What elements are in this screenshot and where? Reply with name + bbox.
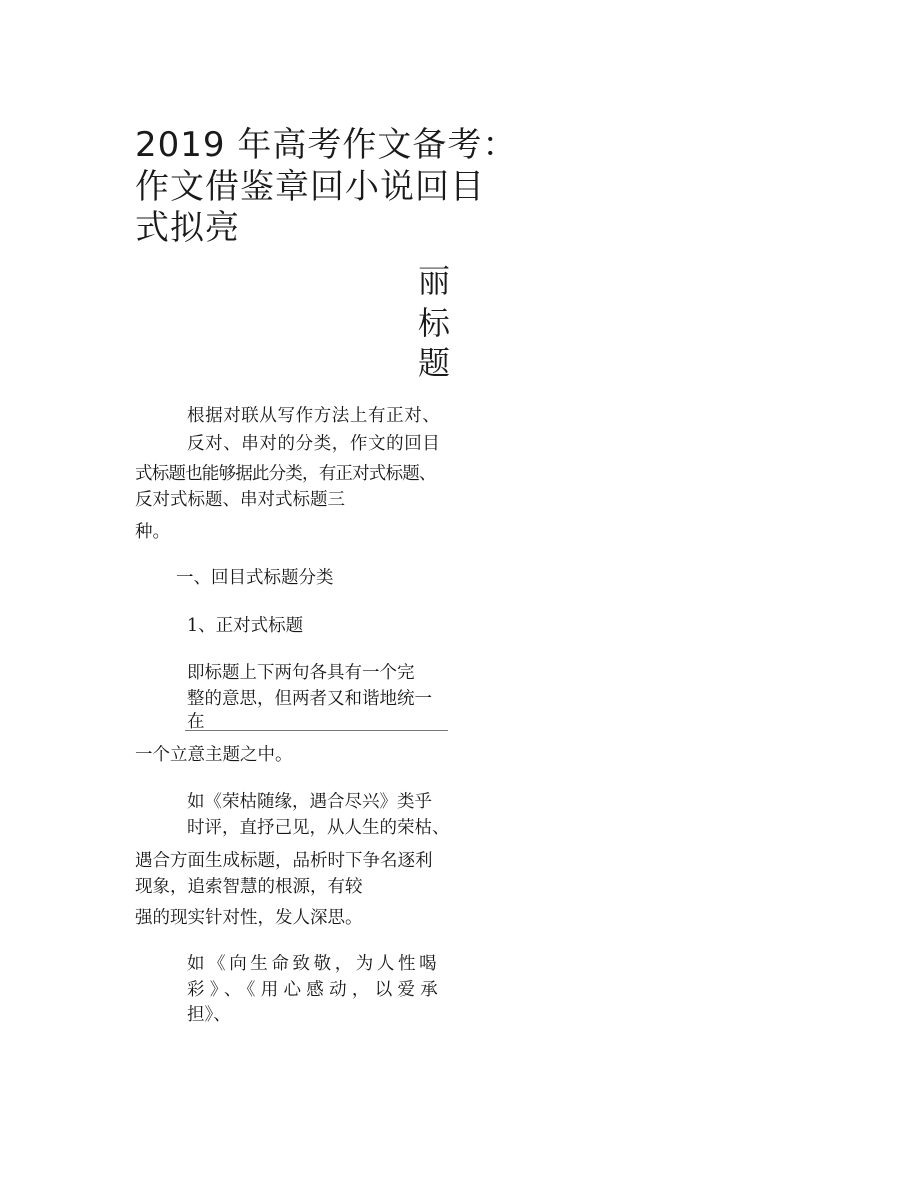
title-vertical-char-3: 题 [418, 344, 451, 382]
paragraph-1-line-3: 式标题也能够据此分类，有正对式标题、 [135, 464, 436, 484]
title-line-2: 作文借鉴章回小说回目 [135, 167, 485, 207]
paragraph-3-line-2: 时评，直抒己见，从人生的荣枯、 [187, 818, 450, 838]
paragraph-3-line-1: 如《荣枯随缘，遇合尽兴》类乎 [187, 792, 432, 812]
horizontal-rule [185, 730, 448, 731]
subsection-heading: 1、正对式标题 [187, 616, 304, 636]
paragraph-1-line-5: 种。 [135, 522, 170, 542]
paragraph-4-line-2: 彩》、《用心感动，以爱承 [187, 980, 444, 1000]
paragraph-3-line-4: 现象，追索智慧的根源，有较 [135, 877, 363, 897]
paragraph-1-line-1: 根据对联从写作方法上有正对、 [187, 406, 441, 426]
paragraph-2-line-2: 整的意思，但两者又和谐地统一 [187, 689, 432, 709]
paragraph-2-line-4: 一个立意主题之中。 [135, 745, 293, 765]
paragraph-3-line-3: 遇合方面生成标题，品析时下争名逐利 [135, 851, 433, 871]
paragraph-4-line-3: 担》、 [187, 1005, 231, 1025]
paragraph-1-line-4: 反对式标题、串对式标题三 [135, 490, 345, 510]
title-vertical-char-2: 标 [418, 304, 451, 342]
section-heading: 一、回目式标题分类 [176, 568, 334, 588]
title-line-3: 式拟亮 [135, 208, 240, 248]
paragraph-2-line-1: 即标题上下两句各具有一个完 [187, 663, 415, 683]
paragraph-3-line-5: 强的现实针对性，发人深思。 [135, 908, 363, 928]
title-vertical-char-1: 丽 [418, 262, 451, 300]
paragraph-1-line-2: 反对、串对的分类，作文的回目 [187, 434, 441, 454]
paragraph-4-line-1: 如《向生命致敬，为人性喝 [187, 954, 441, 974]
paragraph-2-line-3: 在 [187, 712, 205, 732]
title-line-1: 2019 年高考作文备考： [135, 125, 518, 165]
